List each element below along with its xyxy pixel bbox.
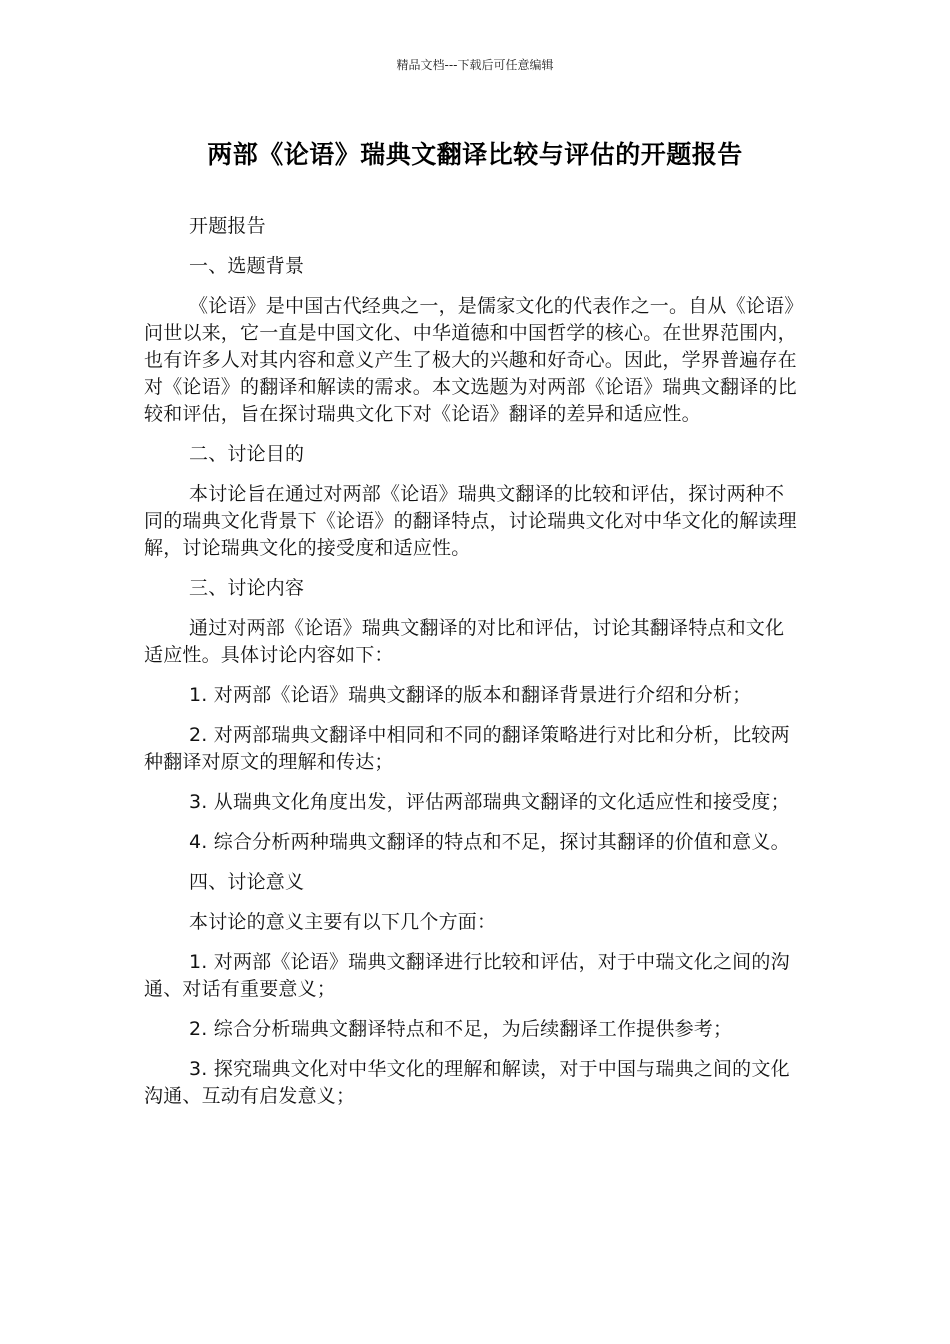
document-body [144,213,800,1123]
page-header: 精品文档---下载后可任意编辑 [396,58,554,72]
list-item-content-3: 3. 从瑞典文化角度出发，评估两部瑞典文翻译的文化适应性和接受度； [189,791,790,813]
paragraph-background: 《论语》是中国古代经典之一，是儒家文化的代表作之一。自从《论语》问世以来，它一直是中国文化、中华道德和中国哲学的核心。在世界范围内，也有许多人对其内容和意义产生了极大的兴趣和好奇心。因此，学界普遍存在对《论语》的翻译和解读的需求。本文选题为对两部《论语》瑞典文翻译的比较和评估，旨在探讨瑞典文化下对《论语》翻译的差异和适应性。 [144,295,797,425]
section-heading-significance: 四、讨论意义 [189,871,305,893]
list-item-significance-2: 2. 综合分析瑞典文翻译特点和不足，为后续翻译工作提供参考； [189,1018,733,1040]
list-item-content-2: 2. 对两部瑞典文翻译中相同和不同的翻译策略进行对比和分析，比较两种翻译对原文的理解和传达； [144,724,790,773]
section-heading-content: 三、讨论内容 [189,577,305,599]
section-label-report: 开题报告 [189,215,266,237]
paragraph-purpose: 本讨论旨在通过对两部《论语》瑞典文翻译的比较和评估，探讨两种不同的瑞典文化背景下《论语》的翻译特点，讨论瑞典文化对中华文化的解读理解，讨论瑞典文化的接受度和适应性。 [144,483,797,559]
section-heading-background: 一、选题背景 [189,255,305,277]
document-title: 两部《论语》瑞典文翻译比较与评估的开题报告 [207,140,743,169]
paragraph-content-intro: 通过对两部《论语》瑞典文翻译的对比和评估，讨论其翻译特点和文化适应性。具体讨论内容如下： [144,617,785,666]
list-item-significance-1: 1. 对两部《论语》瑞典文翻译进行比较和评估，对于中瑞文化之间的沟通、对话有重要意义； [144,951,790,1000]
paragraph-significance-intro: 本讨论的意义主要有以下几个方面： [189,911,497,933]
list-item-significance-3: 3. 探究瑞典文化对中华文化的理解和解读，对于中国与瑞典之间的文化沟通、互动有启发意义； [144,1058,790,1107]
list-item-content-1: 1. 对两部《论语》瑞典文翻译的版本和翻译背景进行介绍和分析； [189,684,752,706]
section-heading-purpose: 二、讨论目的 [189,443,305,465]
list-item-content-4: 4. 综合分析两种瑞典文翻译的特点和不足，探讨其翻译的价值和意义。 [189,831,790,853]
